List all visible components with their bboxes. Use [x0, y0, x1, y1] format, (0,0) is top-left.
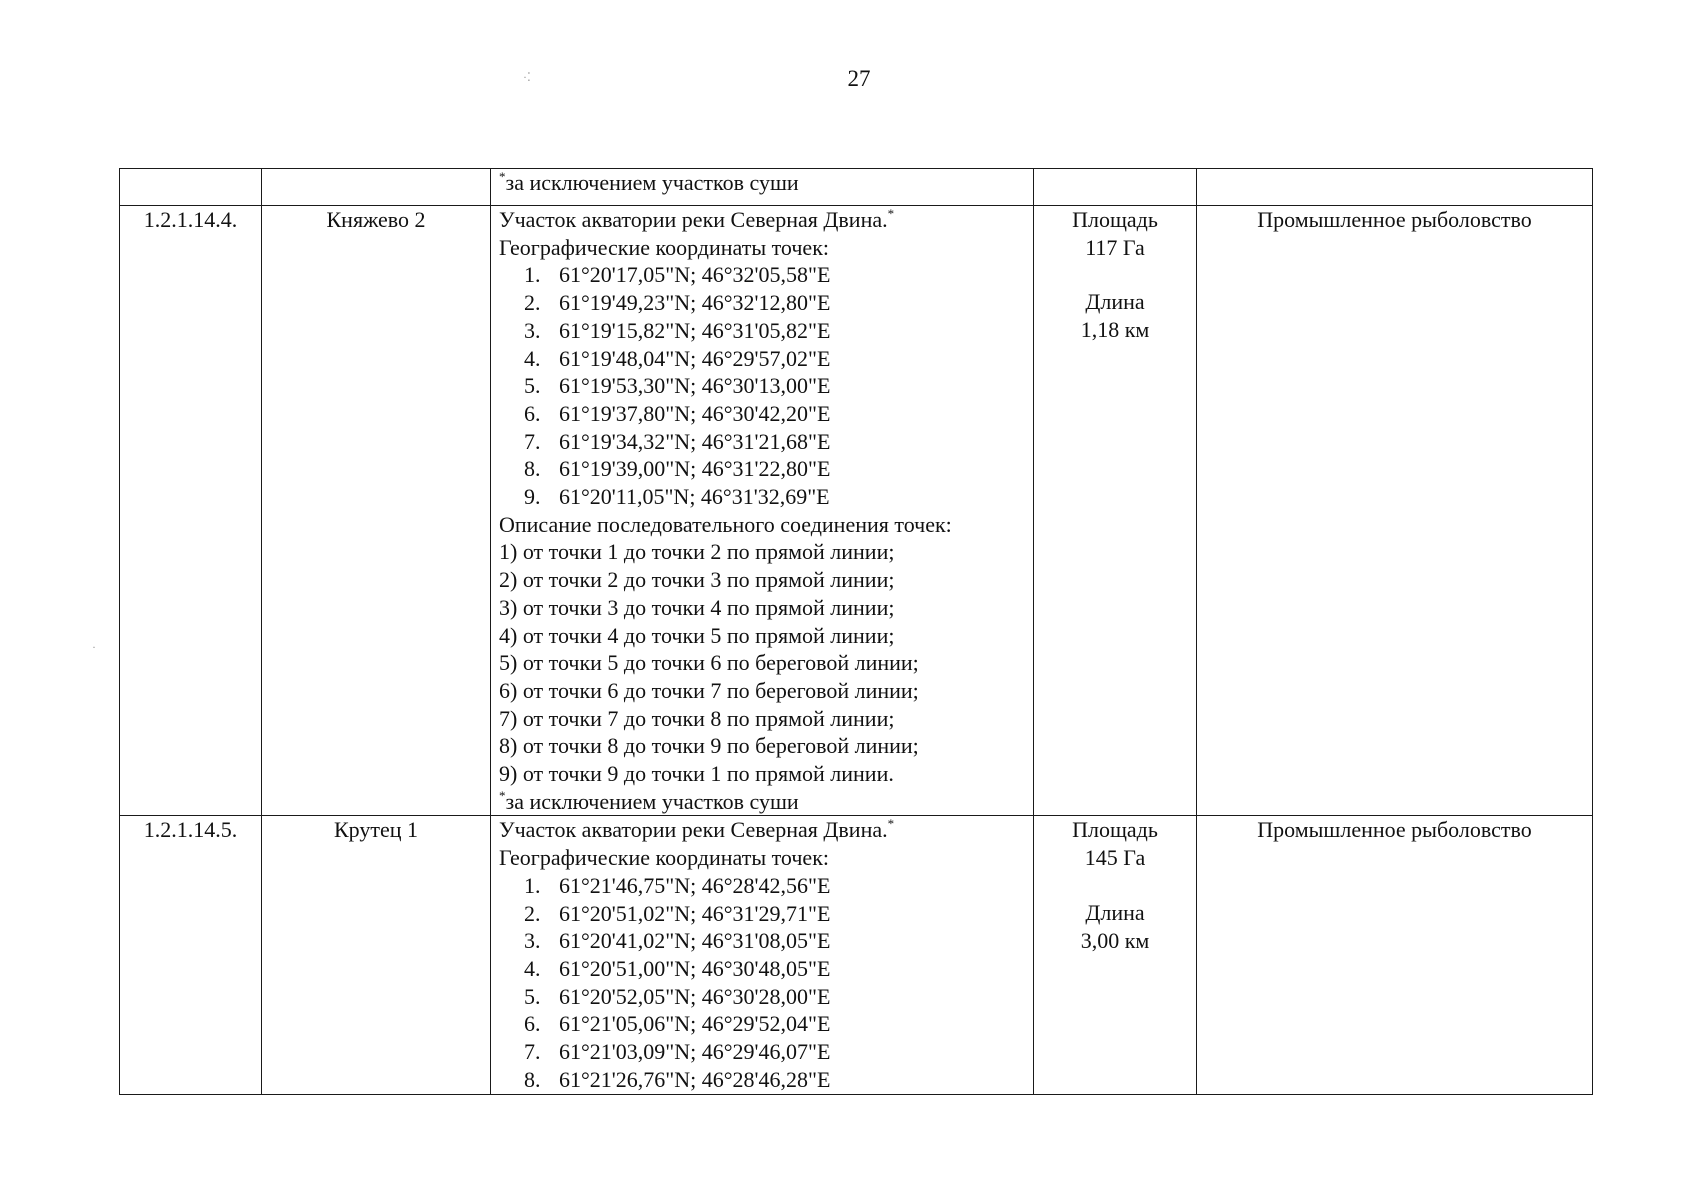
- scan-speck: ·: [92, 640, 96, 654]
- description-cell: [491, 816, 1034, 1094]
- fishing-areas-table: [119, 168, 1593, 1095]
- list-item: 5) от точки 5 до точки 6 по береговой линии;: [499, 650, 919, 676]
- purpose-cell: Промышленное рыболовство: [1197, 206, 1593, 816]
- list-item: 7. 61°21'03,09"N; 46°29'46,07"E: [524, 1039, 831, 1065]
- footnote-asterisk: *: [499, 787, 506, 803]
- area-label: Площадь: [1072, 207, 1158, 232]
- footnote-asterisk: *: [499, 169, 506, 184]
- list-item: 9) от точки 9 до точки 1 по прямой линии.: [499, 761, 894, 787]
- length-value: 1,18 км: [1080, 317, 1150, 343]
- table-row: [120, 206, 1593, 816]
- length-value: 3,00 км: [1080, 927, 1150, 953]
- connection-heading: Описание последовательного соединения точек:: [499, 511, 952, 537]
- area-label: Площадь: [1072, 817, 1158, 843]
- purpose-cell: [1197, 169, 1593, 206]
- list-item: 8. 61°21'26,76"N; 46°28'46,28"E: [524, 1066, 831, 1092]
- list-item: 4. 61°20'51,00"N; 46°30'48,05"E: [524, 955, 831, 981]
- list-item: 6. 61°19'37,80"N; 46°30'42,20"E: [524, 400, 831, 426]
- parameters-cell: [1034, 816, 1197, 1094]
- list-item: 1. 61°20'17,05"N; 46°32'05,58"E: [524, 262, 831, 288]
- parameters-cell: [1034, 169, 1197, 206]
- list-item: 3. 61°20'41,02"N; 46°31'08,05"E: [524, 928, 831, 954]
- list-item: 7) от точки 7 до точки 8 по прямой линии;: [499, 705, 895, 731]
- list-item: 1) от точки 1 до точки 2 по прямой линии;: [499, 539, 895, 565]
- list-item: 6) от точки 6 до точки 7 по береговой линии;: [499, 677, 919, 703]
- area-name: Княжево 2: [262, 206, 491, 816]
- list-item: 5. 61°19'53,30"N; 46°30'13,00"E: [524, 373, 831, 399]
- list-item: 2) от точки 2 до точки 3 по прямой линии;: [499, 567, 895, 593]
- coords-heading: Географические координаты точек:: [499, 845, 829, 871]
- length-label: Длина: [1085, 289, 1145, 315]
- list-item: 4. 61°19'48,04"N; 46°29'57,02"E: [524, 345, 831, 371]
- footnote-asterisk: *: [887, 206, 895, 221]
- list-item: 9. 61°20'11,05"N; 46°31'32,69"E: [524, 484, 830, 510]
- list-item: 6. 61°21'05,06"N; 46°29'52,04"E: [524, 1011, 831, 1037]
- list-item: 5. 61°20'52,05"N; 46°30'28,00"E: [524, 983, 831, 1009]
- area-value: 117 Га: [1085, 234, 1145, 260]
- connection-list: [499, 538, 1025, 787]
- area-name: Крутец 1: [262, 816, 491, 1094]
- coordinate-list: [499, 261, 1025, 510]
- list-item: 7. 61°19'34,32"N; 46°31'21,68"E: [524, 428, 831, 454]
- name-cell: [262, 169, 491, 206]
- scan-speck: ·⁚: [523, 70, 531, 84]
- area-number: 1.2.1.14.5.: [120, 816, 262, 1094]
- description-cell: [491, 169, 1034, 206]
- page-number: 27: [847, 66, 871, 91]
- list-item: 3) от точки 3 до точки 4 по прямой линии;: [499, 594, 895, 620]
- description-cell: [491, 206, 1034, 816]
- list-item: 2. 61°20'51,02"N; 46°31'29,71"E: [524, 900, 831, 926]
- list-item: 1. 61°21'46,75"N; 46°28'42,56"E: [524, 872, 831, 898]
- land-exclusion-note: *за исключением участков суши: [499, 787, 799, 814]
- area-title: Участок акватории реки Северная Двина.*: [499, 816, 895, 843]
- coordinate-list: [499, 872, 1025, 1094]
- table-row: [120, 816, 1593, 1094]
- list-item: 3. 61°19'15,82"N; 46°31'05,82"E: [524, 317, 831, 343]
- list-item: 8. 61°19'39,00"N; 46°31'22,80"E: [524, 456, 831, 482]
- list-item: 8) от точки 8 до точки 9 по береговой линии;: [499, 733, 919, 759]
- area-number: 1.2.1.14.4.: [120, 206, 262, 816]
- parameters-cell: [1034, 206, 1197, 816]
- length-label: Длина: [1085, 899, 1145, 925]
- table-row-continuation: [120, 169, 1593, 206]
- purpose-cell: Промышленное рыболовство: [1197, 816, 1593, 1094]
- area-value: 145 Га: [1084, 845, 1146, 871]
- area-title: Участок акватории реки Северная Двина.*: [499, 206, 895, 232]
- coords-heading: Географические координаты точек:: [499, 234, 829, 260]
- footnote-asterisk: *: [887, 816, 895, 832]
- list-item: 4) от точки 4 до точки 5 по прямой линии;: [499, 622, 895, 648]
- list-item: 2. 61°19'49,23"N; 46°32'12,80"E: [524, 290, 831, 316]
- land-exclusion-note: за исключением участков суши: [505, 170, 799, 195]
- number-cell: [120, 169, 262, 206]
